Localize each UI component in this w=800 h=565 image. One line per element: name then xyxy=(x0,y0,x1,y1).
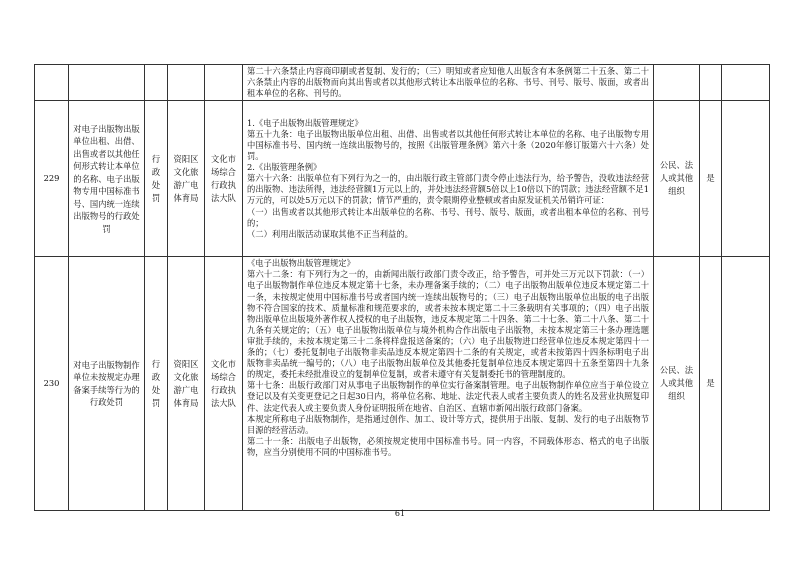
cell-item xyxy=(69,65,145,101)
table-row xyxy=(35,257,770,511)
basis-line: 1.《电子出版物出版管理规定》 xyxy=(247,117,363,128)
item-type: 行政处罚 xyxy=(145,101,168,257)
cell-type xyxy=(145,65,168,101)
applicable-flag: 是 xyxy=(700,257,722,511)
basis-line: 本规定所称电子出版物制作，是指通过创作、加工、设计等方式，提供用于出版、复制、发行的电子出版物节目源的经营活动。 xyxy=(247,413,649,435)
cell-num xyxy=(35,65,69,101)
cell-yes xyxy=(700,65,722,101)
item-name: 对电子出版物制作单位未按规定办理备案手续等行为的行政处罚 xyxy=(69,257,145,511)
table-row xyxy=(35,101,770,257)
cell-who xyxy=(654,65,700,101)
item-type: 行政处罚 xyxy=(145,257,168,511)
legal-basis xyxy=(243,101,654,257)
item-name: 对电子出版物出版单位出租、出借、出售或者以其他任何形式转让本单位的名称、电子出版物专用中国标准书号、国内统一连续出版物号的行政处罚 xyxy=(69,101,145,257)
basis-line: 第十七条：出版行政部门对从事电子出版物制作的单位实行备案制管理。电子出版物制作单位应当于单位设立登记以及有关变更登记之日起30日内，将单位名称、地址、法定代表人或者主要负责人的姓名及营业执照复印件、法定代表人或主要负责人身份证明报所在地省、自治区、直辖市新闻出版行政部门备案。 xyxy=(247,380,649,413)
cell-basis xyxy=(243,65,654,101)
note-cell xyxy=(722,101,770,257)
cell-org xyxy=(168,65,205,101)
cell-dept xyxy=(205,65,243,101)
table-page xyxy=(34,64,769,511)
applicable-flag: 是 xyxy=(700,101,722,257)
target-subject: 公民、法人或其他组织 xyxy=(654,101,700,257)
row-number: 230 xyxy=(35,257,69,511)
basis-line: 2.《出版管理条例》 xyxy=(247,162,322,173)
basis-line: （一）出售或者以其他形式转让本出版单位的名称、书号、刊号、版号、版面，或者出租本单位的名称、刊号的； xyxy=(247,206,649,228)
basis-line: 第五十九条：电子出版物出版单位出租、出借、出售或者以其他任何形式转让本单位的名称、电子出版物专用中国标准书号、国内统一连续出版物号的，按照《出版管理条例》第六十条（2020年修订版第六十六条）处罚。 xyxy=(247,128,649,162)
basis-line: 第二十一条：出版电子出版物，必须按规定使用中国标准书号。同一内容，不同载体形态、格式的电子出版物，应当分别使用不同的中国标准书号。 xyxy=(247,435,649,457)
target-subject: 公民、法人或其他组织 xyxy=(654,257,700,511)
legal-basis xyxy=(243,257,654,511)
note-cell xyxy=(722,257,770,511)
table-row-continued xyxy=(35,65,770,101)
implementing-org: 资阳区文化旅游广电体育局 xyxy=(168,257,205,511)
basis-line: 《电子出版物出版管理规定》 xyxy=(247,258,355,269)
penalty-table xyxy=(34,64,770,511)
page-number: 61 xyxy=(394,509,406,518)
basis-line: 第六十二条：有下列行为之一的，由新闻出版行政部门责令改正，给予警告，可并处三万元以下罚款：（一）电子出版物制作单位违反本规定第十七条，未办理备案手续的；（二）电子出版物出版单位违反本规定第二十一条，未按规定使用中国标准书号或者国内统一连续出版物号的；（三）电子出版物出版单位出版的电子出版物不符合国家的技术、质量标准和规范要求的，或者未按本规定第二十三条载明有关事项的；（四）电子出版物出版单位出版境外著作权人授权的电子出版物，违反本规定第二十四条、第二十七条、第二十八条、第二十九条有关规定的；（五）电子出版物出版单位与境外机构合作出版电子出版物，未按本规定第三十条办理选题审批手续的，未按本规定第三十二条将样盘报送备案的；（六）电子出版物进口经营单位违反本规定第四十一条的；（七）委托复制电子出版物非卖品违反本规定第四十二条的有关规定，或者未按第四十四条标明电子出版物非卖品统一编号的；（八）电子出版物出版单位及其他委托复制单位违反本规定第四十五条至第四十九条的规定，委托未经批准设立的复制单位复制，或者未遵守有关复制委托书的管理制度的。 xyxy=(247,269,649,380)
responsible-dept: 文化市场综合行政执法大队 xyxy=(205,257,243,511)
basis-line: （二）利用出版活动谋取其他不正当利益的。 xyxy=(247,228,413,239)
cell-note xyxy=(722,65,770,101)
basis-line: 第二十六条禁止内容商印刷或者复制、发行的；（三）明知或者应知他人出版含有本条例第二十五条、第二十六条禁止内容的出版物而向其出售或者以其他形式转让本出版单位的名称、书号、刊号、版号、版面，或者出租本单位的名称、刊号的。 xyxy=(247,66,649,99)
row-number: 229 xyxy=(35,101,69,257)
implementing-org: 资阳区文化旅游广电体育局 xyxy=(168,101,205,257)
basis-line: 第六十六条：出版单位有下列行为之一的，由出版行政主管部门责令停止违法行为，给予警告，没收违法经营的出版物、违法所得，违法经营额1万元以上的，并处违法经营额5倍以上10倍以下的罚款；违法经营额不足1万元的，可以处5万元以下的罚款；情节严重的，责令限期停业整顿或者由原发证机关吊销许可证： xyxy=(247,173,649,206)
responsible-dept: 文化市场综合行政执法大队 xyxy=(205,101,243,257)
